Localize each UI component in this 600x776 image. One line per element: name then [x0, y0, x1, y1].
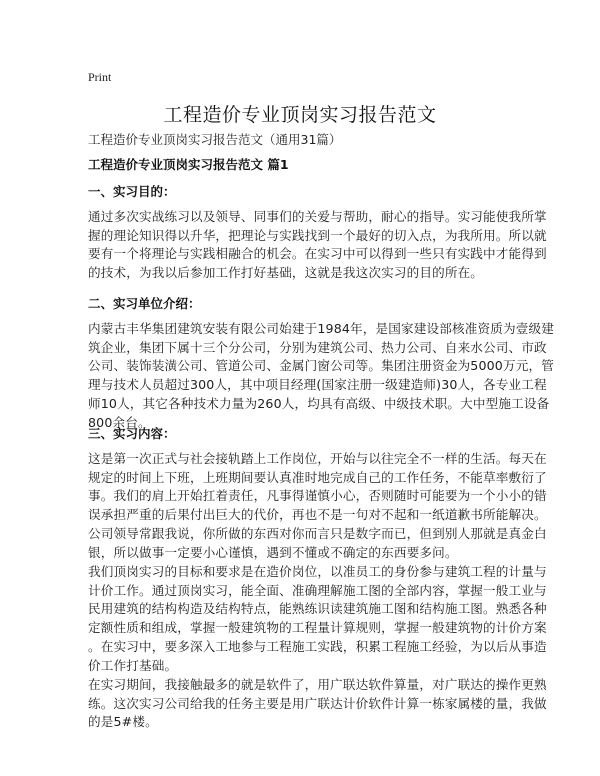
- text-line: 。在实习中，要多深入工地参与工程施工实践，积累工程施工经验，为以后从事造: [88, 638, 547, 654]
- paragraph-purpose: [88, 208, 547, 283]
- text-line: 练。这次实习公司给我的任务主要是用广联达计价软件计算一栋家属楼的量，我做: [88, 695, 547, 711]
- print-label[interactable]: Print: [88, 70, 112, 84]
- text-line: 理与技术人员超过300人，其中项目经理(国家注册一级建造师)30人，各专业工程: [88, 377, 547, 393]
- paragraph-company: [88, 320, 554, 432]
- text-line: 的技术，为我以后参加工作打好基础，这就是我这次实习的目的所在。: [88, 265, 484, 281]
- page-title: 工程造价专业顶岗实习报告范文: [163, 104, 437, 126]
- text-line: 握的理论知识得以升华，把理论与实践找到一个最好的切入点，为我所用。所以就: [88, 227, 547, 243]
- text-line: 民用建筑的结构构造及结构特点，能熟练识读建筑施工图和结构施工图。熟悉各种: [88, 601, 547, 617]
- text-line: 银，所以做事一定要小心谨慎，遇到不懂或不确定的东西要多问。: [88, 544, 458, 560]
- paragraph-content-1: [88, 450, 547, 562]
- text-line: 规定的时间上下班，上班期间要认真准时地完成自己的工作任务，不能草率敷衍了: [88, 469, 547, 485]
- text-line: 筑企业，集团下属十三个分公司，分别为建筑公司、热力公司、自来水公司、市政: [88, 339, 547, 355]
- text-line: 在实习期间，我接触最多的就是软件了，用广联达软件算量，对广联达的操作更熟: [88, 677, 547, 692]
- text-line: 公司领导常跟我说，你所做的东西对你而言只是数字而已，但到别人那就是真金白: [88, 525, 547, 541]
- text-line: 师10人，其它各种技术力量为260人，均具有高级、中级技术职。大中型施工设备: [88, 395, 550, 411]
- text-line: 内蒙古丰华集团建筑安装有限公司始建于1984年，是国家建设部核准资质为壹级建: [88, 321, 554, 336]
- text-line: 误承担严重的后果付出巨大的代价，再也不是一句对不起和一纸道歉书所能解决。: [88, 507, 547, 523]
- text-line: 价工作打基础。: [88, 657, 178, 673]
- text-line: 我们顶岗实习的目标和要求是在造价岗位，以准员工的身份参与建筑工程的计量与: [88, 564, 547, 579]
- heading-content: 三、实习内容：: [88, 426, 176, 441]
- text-line: 通过多次实战练习以及领导、同事们的关爱与帮助，耐心的指导。实习能使我所掌: [88, 209, 547, 224]
- text-line: 800余台。: [88, 414, 151, 430]
- text-line: 要有一个将理论与实践相融合的机会。在实习中可以得到一些只有实践中才能得到: [88, 246, 547, 262]
- heading-company: 二、实习单位介绍：: [88, 296, 201, 311]
- heading-purpose: 一、实习目的：: [88, 184, 176, 199]
- paragraph-content-2: [88, 563, 547, 675]
- document-subtitle: 工程造价专业顶岗实习报告范文（通用31篇）: [88, 132, 342, 147]
- text-line: 这是第一次正式与社会接轨踏上工作岗位，开始与以往完全不一样的生活。每天在: [88, 451, 547, 466]
- text-line: 公司、装饰装潢公司、管道公司、金属门窗公司等。集团注册资金为5000万元，管: [88, 358, 554, 374]
- text-line: 定额性质和组成，掌握一般建筑物的工程量计算规则，掌握一般建筑物的计价方案: [88, 620, 547, 636]
- text-line: 事。我们的肩上开始扛着责任，凡事得谨慎小心，否则随时可能要为一个小小的错: [88, 488, 547, 504]
- text-line: 的是5#楼。: [88, 714, 158, 730]
- text-line: 计价工作。通过顶岗实习，能全面、准确理解施工图的全部内容，掌握一般工业与: [88, 582, 547, 598]
- section-title: 工程造价专业顶岗实习报告范文 篇1: [88, 157, 289, 172]
- paragraph-content-3: [88, 676, 547, 732]
